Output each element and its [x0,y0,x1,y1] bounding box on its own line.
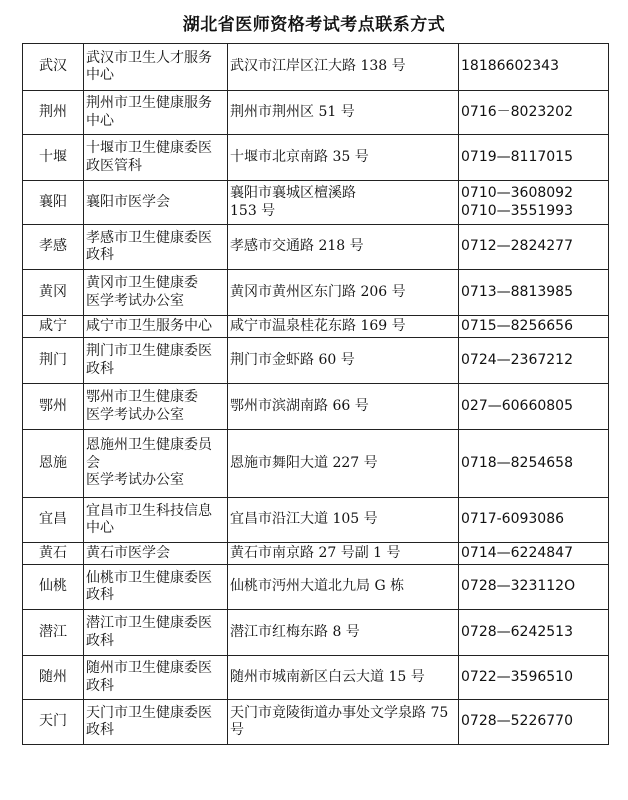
address-cell [228,565,459,610]
organization-cell [84,498,228,543]
city-cell: 潜江 [23,610,84,656]
phone-cell-line: 18186602343 [461,58,559,75]
phone-cell-line: 0713—8813985 [461,283,573,300]
city-cell: 天门 [23,700,84,745]
organization-cell-line: 中心 [86,112,114,129]
organization-cell-line: 襄阳市医学会 [86,193,170,210]
organization-cell-line: 荆州市卫生健康服务 [86,95,212,111]
organization-cell-line: 政科 [86,247,114,263]
organization-cell-line: 仙桃市卫生健康委医 [86,569,212,586]
organization-cell [84,135,228,181]
organization-cell-line: 政科 [86,587,114,603]
phone-cell-line: 0728—6242513 [461,623,573,640]
table-row [23,316,609,338]
table-row [23,384,609,430]
phone-cell [459,384,609,430]
phone-cell-line: 0722—3596510 [461,668,573,685]
organization-cell-line: 政科 [86,677,114,694]
address-cell [228,610,459,656]
organization-cell-line: 随州市卫生健康委医 [86,660,212,676]
contact-table-body [23,44,609,745]
phone-cell [459,225,609,270]
city-cell: 宜昌 [23,498,84,543]
table-row [23,498,609,543]
phone-cell [459,565,609,610]
organization-cell-line: 潜江市卫生健康委医 [86,615,212,631]
address-cell [228,44,459,91]
city-cell: 黄冈 [23,270,84,316]
table-row [23,225,609,270]
phone-cell-line: 0716－8023202 [461,103,573,120]
address-cell-line: 荆门市金虾路 60 号 [230,351,355,368]
organization-cell [84,91,228,135]
organization-cell [84,338,228,384]
phone-cell-line: 0710—3608092 [461,185,573,201]
address-cell-line: 鄂州市滨湖南路 66 号 [230,397,369,414]
phone-cell [459,430,609,498]
phone-cell [459,91,609,135]
organization-cell-line: 黄冈市卫生健康委 [86,275,198,291]
address-cell [228,338,459,384]
organization-cell-line: 政科 [86,632,114,649]
organization-cell [84,610,228,656]
phone-cell [459,700,609,745]
city-cell: 孝感 [23,225,84,270]
phone-cell-line: 027—60660805 [461,397,573,414]
organization-cell-line: 政科 [86,722,114,738]
table-row [23,181,609,225]
phone-cell [459,338,609,384]
organization-cell-line: 宜昌市卫生科技信息 [86,502,212,519]
address-cell [228,700,459,745]
city-cell: 咸宁 [23,316,84,338]
address-cell [228,656,459,700]
address-cell-line: 天门市竟陵街道办事处文学泉路 75 [230,704,449,721]
organization-cell-line: 武汉市卫生人才服务 [86,49,212,66]
phone-cell [459,181,609,225]
phone-cell [459,316,609,338]
address-cell-line: 襄阳市襄城区檀溪路 [230,185,356,201]
organization-cell-line: 荆门市卫生健康委医 [86,343,212,359]
address-cell-line: 恩施市舞阳大道 227 号 [230,454,378,471]
organization-cell-line: 政科 [86,360,114,377]
table-row [23,610,609,656]
address-cell-line: 号 [230,722,244,738]
city-cell: 襄阳 [23,181,84,225]
organization-cell [84,543,228,565]
organization-cell-line: 孝感市卫生健康委医 [86,229,212,246]
contact-table [22,43,609,745]
phone-cell-line: 0714—6224847 [461,544,573,561]
city-cell: 仙桃 [23,565,84,610]
organization-cell-line: 中心 [86,520,114,536]
address-cell [228,430,459,498]
table-row [23,700,609,745]
address-cell-line: 孝感市交通路 218 号 [230,238,364,255]
city-cell: 武汉 [23,44,84,91]
address-cell [228,384,459,430]
address-cell-line: 潜江市红梅东路 8 号 [230,623,360,640]
city-cell: 十堰 [23,135,84,181]
organization-cell-line: 会 [86,454,100,471]
city-cell: 荆州 [23,91,84,135]
phone-cell-line: 0719—8117015 [461,148,573,165]
organization-cell-line: 鄂州市卫生健康委 [86,389,198,405]
organization-cell [84,44,228,91]
phone-cell [459,135,609,181]
organization-cell [84,656,228,700]
organization-cell-line: 政医管科 [86,157,142,174]
phone-cell-line: 0728—5226770 [461,713,573,730]
phone-cell-line: 0728—323112O [461,578,576,595]
organization-cell [84,270,228,316]
organization-cell-line: 十堰市卫生健康委医 [86,140,212,156]
phone-cell-line: 0724—2367212 [461,351,573,368]
city-cell: 恩施 [23,430,84,498]
table-row [23,565,609,610]
organization-cell-line: 医学考试办公室 [86,406,184,423]
address-cell [228,316,459,338]
organization-cell-line: 黄石市医学会 [86,544,170,561]
phone-cell [459,656,609,700]
address-cell-line: 黄冈市黄州区东门路 206 号 [230,283,406,300]
table-row [23,543,609,565]
organization-cell [84,700,228,745]
organization-cell-line: 医学考试办公室 [86,472,184,489]
address-cell [228,181,459,225]
table-row [23,430,609,498]
city-cell: 鄂州 [23,384,84,430]
city-cell: 荆门 [23,338,84,384]
organization-cell-line: 咸宁市卫生服务中心 [86,317,212,334]
table-row [23,44,609,91]
table-row [23,338,609,384]
address-cell-line: 十堰市北京南路 35 号 [230,148,369,165]
address-cell-line: 荆州市荆州区 51 号 [230,103,355,120]
table-row [23,135,609,181]
document-title: 湖北省医师资格考试考点联系方式 [182,15,446,35]
address-cell-line: 随州市城南新区白云大道 15 号 [230,668,425,685]
address-cell [228,270,459,316]
address-cell [228,91,459,135]
city-cell: 黄石 [23,543,84,565]
phone-cell-line: 0715—8256656 [461,317,573,334]
address-cell-line: 武汉市江岸区江大路 138 号 [230,58,406,75]
organization-cell-line: 医学考试办公室 [86,292,184,309]
organization-cell [84,565,228,610]
organization-cell-line: 中心 [86,67,114,83]
organization-cell [84,430,228,498]
address-cell-line: 仙桃市沔州大道北九局 G 栋 [230,578,405,595]
address-cell-line: 153 号 [230,202,276,219]
phone-cell-line: 0717-6093086 [461,511,565,528]
organization-cell-line: 恩施州卫生健康委员 [86,437,212,454]
phone-cell [459,270,609,316]
address-cell [228,498,459,543]
phone-cell-line: 0710—3551993 [461,202,573,219]
organization-cell [84,181,228,225]
table-row [23,656,609,700]
phone-cell-line: 0712—2824277 [461,238,573,255]
organization-cell [84,225,228,270]
address-cell [228,543,459,565]
phone-cell [459,44,609,91]
phone-cell-line: 0718—8254658 [461,454,573,471]
address-cell-line: 宜昌市沿江大道 105 号 [230,511,378,528]
phone-cell [459,498,609,543]
address-cell [228,225,459,270]
address-cell-line: 咸宁市温泉桂花东路 169 号 [230,317,406,334]
phone-cell [459,610,609,656]
address-cell-line: 黄石市南京路 27 号副 1 号 [230,544,401,561]
phone-cell [459,543,609,565]
table-row [23,270,609,316]
address-cell [228,135,459,181]
organization-cell [84,384,228,430]
organization-cell [84,316,228,338]
organization-cell-line: 天门市卫生健康委医 [86,704,212,721]
city-cell: 随州 [23,656,84,700]
table-row [23,91,609,135]
